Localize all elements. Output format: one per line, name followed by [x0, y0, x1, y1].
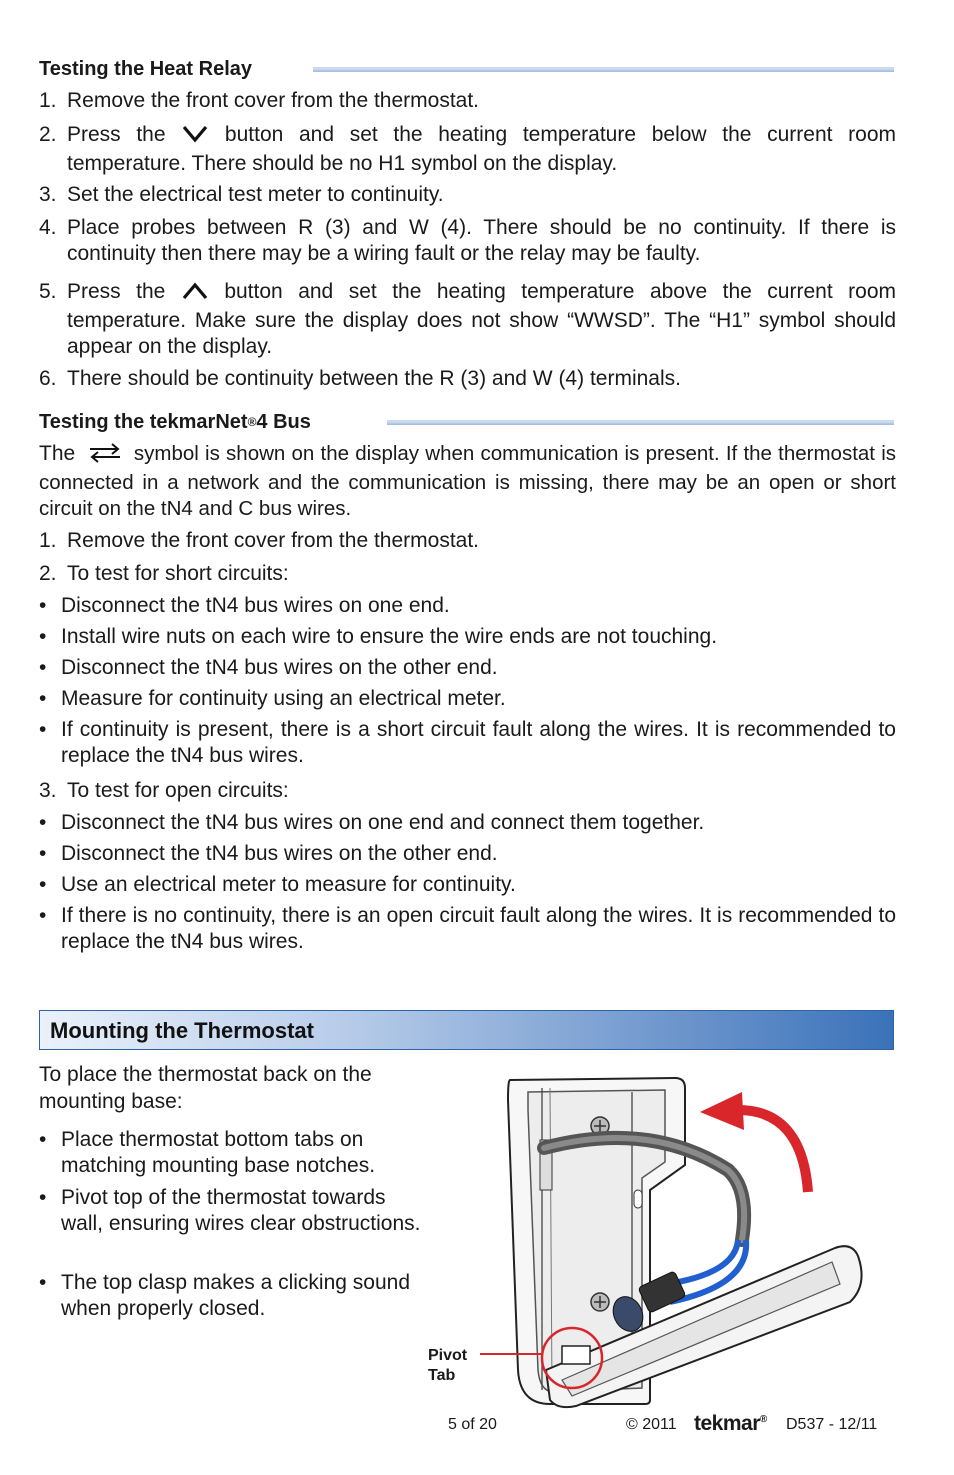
heat-relay-title: Testing the Heat Relay	[39, 58, 253, 80]
registered-mark: ®	[247, 415, 257, 429]
step-text: Remove the front cover from the thermostat.	[67, 529, 480, 552]
tn4-title-a: Testing the tekmarNet	[39, 411, 248, 433]
intro-text-b: symbol is shown on the display when communication is present. If the thermostat is connected in a network and the communication is missing, there may be an open or short circuit on the tN4 and C bus wires.	[39, 442, 897, 520]
chevron-down-icon	[181, 124, 209, 151]
step-text-b: button and set the heating temperature above the current room temperature. Make sure the display does not show “WWSD”. The “H1” symbol should appear on the display.	[67, 280, 896, 358]
step-number: 3.	[39, 183, 57, 206]
mounting-intro: To place the thermostat back on the mounting base:	[39, 1063, 372, 1113]
tn4-rule	[387, 420, 894, 425]
tn4-heading	[39, 411, 311, 433]
step-number: 5.	[39, 280, 57, 303]
step-text: Place probes between R (3) and W (4). There should be no continuity. If there is continuity then there may be a wiring fault or the relay may be faulty.	[67, 216, 896, 265]
copyright: © 2011	[626, 1416, 677, 1433]
mounting-title: Mounting the Thermostat	[50, 1018, 314, 1043]
heat-relay-rule	[313, 67, 894, 72]
step-number: 2.	[39, 562, 57, 585]
step-number: 2.	[39, 123, 57, 146]
mounting-banner	[39, 1010, 894, 1050]
communication-arrows-icon	[88, 443, 122, 470]
page-number: 5 of 20	[448, 1416, 497, 1433]
step-text-a: Press the	[67, 280, 166, 303]
heat-relay-heading	[39, 58, 252, 80]
step-text: Remove the front cover from the thermostat.	[67, 89, 480, 112]
step-text-b: button and set the heating temperature below the current room temperature. There should be no H1 symbol on the display.	[67, 123, 896, 175]
thermostat-mounting-illustration	[480, 1070, 900, 1410]
tn4-title-b: 4 Bus	[256, 411, 311, 433]
step-number: 1.	[39, 529, 57, 552]
pivot-direction-arrow	[738, 1110, 808, 1192]
pivot-tab-callout: Pivot Tab	[428, 1347, 468, 1384]
step-number: 1.	[39, 89, 57, 112]
step-number: 6.	[39, 367, 57, 390]
brand-logo: tekmar®	[694, 1412, 767, 1435]
step-text: To test for short circuits:	[67, 562, 289, 585]
step-text: To test for open circuits:	[67, 779, 289, 802]
step-number: 3.	[39, 779, 57, 802]
step-text: Set the electrical test meter to continuity.	[67, 183, 444, 206]
step-text-a: Press the	[67, 123, 166, 146]
intro-text-a: The	[39, 442, 76, 465]
document-number: D537 - 12/11	[786, 1416, 878, 1433]
step-number: 4.	[39, 216, 57, 239]
tn4-intro	[39, 441, 896, 522]
pivot-tab	[562, 1346, 590, 1364]
step-text: There should be continuity between the R (3) and W (4) terminals.	[67, 367, 681, 390]
chevron-up-icon	[181, 281, 209, 308]
